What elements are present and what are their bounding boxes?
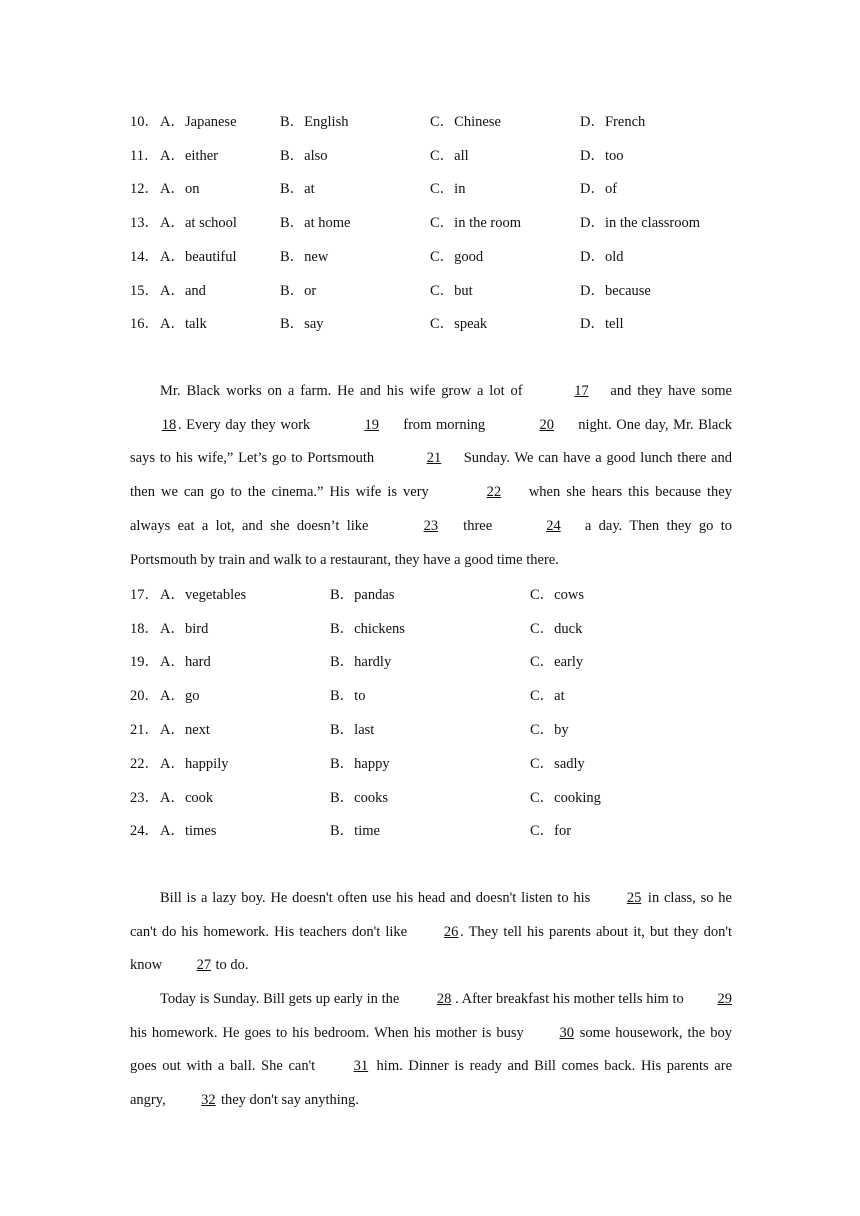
option-a: on	[184, 181, 200, 197]
question-row	[130, 686, 732, 706]
option-a: hard	[184, 654, 211, 670]
passage-text: three	[455, 517, 500, 534]
option-letter: B．	[280, 181, 305, 197]
option-b: or	[304, 283, 317, 299]
question-number: 22．	[130, 756, 159, 772]
option-letter: A．	[160, 587, 185, 603]
option-letter: A．	[160, 316, 185, 332]
question-number: 14．	[130, 249, 159, 265]
blank-19: 19	[364, 416, 379, 433]
option-b: new	[304, 249, 329, 265]
question-row	[130, 619, 732, 639]
question-number: 10．	[130, 114, 159, 130]
blank-25: 25	[626, 890, 642, 906]
question-number: 23．	[130, 790, 159, 806]
question-row	[130, 585, 732, 605]
blank-31: 31	[353, 1058, 369, 1075]
option-letter: B．	[280, 316, 305, 332]
passage-text: when she hears this because they always eat a lot, and she doesn’t like	[130, 484, 732, 534]
option-letter: B．	[280, 114, 305, 130]
option-b: hardly	[354, 654, 392, 670]
question-number: 21．	[130, 722, 159, 738]
passage-text: his homework. He goes to his bedroom. When his mother is busy	[130, 1024, 529, 1041]
option-d: tell	[604, 316, 624, 332]
question-row	[130, 754, 732, 774]
option-letter: C．	[530, 654, 555, 670]
blank-22: 22	[486, 484, 502, 501]
passage-text: from morning	[398, 416, 490, 433]
question-number: 15．	[130, 283, 159, 299]
option-letter: A．	[160, 114, 185, 130]
passage-text: Bill is a lazy boy. He doesn't often use his head and doesn't listen to his	[160, 890, 596, 906]
option-a: times	[184, 823, 217, 839]
option-letter: A．	[160, 181, 185, 197]
option-c: cooking	[554, 790, 601, 806]
option-letter: C．	[430, 316, 455, 332]
option-b: at home	[304, 215, 351, 231]
question-number: 12．	[130, 181, 159, 197]
question-number: 20．	[130, 688, 159, 704]
question-row	[130, 821, 732, 841]
option-c: early	[554, 654, 584, 670]
option-c: speak	[454, 316, 488, 332]
blank-23: 23	[423, 517, 439, 534]
option-letter: A．	[160, 823, 185, 839]
option-a: next	[184, 722, 210, 738]
question-number: 11．	[130, 148, 159, 164]
question-row	[130, 788, 732, 808]
option-c: for	[554, 823, 572, 839]
blank-29: 29	[717, 991, 732, 1007]
option-letter: C．	[530, 790, 555, 806]
option-a: and	[184, 283, 206, 299]
option-letter: C．	[430, 249, 455, 265]
passage-text: Mr. Black works on a farm. He and his wife grow a lot of	[160, 383, 529, 399]
option-letter: C．	[430, 283, 455, 299]
option-a: happily	[184, 756, 229, 772]
option-letter: C．	[430, 181, 455, 197]
blank-24: 24	[546, 517, 561, 534]
question-row	[130, 314, 732, 334]
option-c: duck	[554, 621, 583, 637]
option-d: because	[604, 283, 651, 299]
passage-text: some housework, the boy goes out with a ball. She can't	[130, 1024, 732, 1075]
option-letter: B．	[330, 722, 355, 738]
question-number: 17．	[130, 587, 159, 603]
option-letter: C．	[530, 756, 555, 772]
option-letter: B．	[330, 587, 355, 603]
blank-21: 21	[426, 450, 442, 467]
question-number: 18．	[130, 621, 159, 637]
option-a: Japanese	[184, 114, 237, 130]
option-b: chickens	[354, 621, 405, 637]
question-row	[130, 146, 732, 166]
option-letter: B．	[280, 283, 305, 299]
blank-17: 17	[574, 383, 589, 399]
option-letter: D．	[580, 181, 605, 197]
option-b: to	[354, 688, 366, 704]
question-row	[130, 720, 732, 740]
question-row	[130, 179, 732, 199]
passage-text: a day. Then they go to Portsmouth by train and walk to a restaurant, they have a good time there.	[130, 517, 732, 568]
cloze-passage-mr-black	[130, 375, 732, 577]
question-row	[130, 281, 732, 301]
option-letter: B．	[280, 215, 305, 231]
passage-text: him. Dinner is ready and Bill comes back. His parents are angry,	[130, 1058, 733, 1109]
cloze-passage-bill-p2	[130, 983, 732, 1118]
option-b: English	[304, 114, 349, 130]
option-d: too	[604, 148, 624, 164]
option-d: old	[604, 249, 624, 265]
option-letter: B．	[330, 654, 355, 670]
option-letter: A．	[160, 654, 185, 670]
option-letter: A．	[160, 621, 185, 637]
question-number: 24．	[130, 823, 159, 839]
option-b: happy	[354, 756, 390, 772]
option-c: by	[554, 722, 569, 738]
option-b: say	[304, 316, 324, 332]
option-letter: B．	[280, 148, 305, 164]
blank-30: 30	[559, 1024, 574, 1041]
passage-text: . Every day they work	[178, 416, 315, 433]
option-letter: A．	[160, 283, 185, 299]
option-a: beautiful	[184, 249, 237, 265]
option-letter: C．	[530, 587, 555, 603]
option-letter: D．	[580, 316, 605, 332]
option-letter: C．	[430, 114, 455, 130]
option-d: in the classroom	[604, 215, 701, 231]
question-row	[130, 247, 732, 267]
option-letter: C．	[530, 722, 555, 738]
option-a: go	[184, 688, 200, 704]
option-b: at	[304, 181, 315, 197]
option-letter: C．	[530, 823, 555, 839]
option-letter: A．	[160, 249, 185, 265]
option-c: sadly	[554, 756, 585, 772]
option-letter: D．	[580, 215, 605, 231]
option-c: in the room	[454, 215, 522, 231]
option-letter: A．	[160, 148, 185, 164]
option-a: either	[184, 148, 218, 164]
passage-text: Today is Sunday. Bill gets up early in the	[160, 991, 404, 1007]
option-letter: C．	[430, 148, 455, 164]
option-c: Chinese	[454, 114, 501, 130]
blank-32: 32	[201, 1092, 216, 1109]
blank-28: 28	[436, 991, 452, 1007]
cloze-passage-bill-p1	[130, 882, 732, 983]
option-a: vegetables	[184, 587, 247, 603]
option-letter: D．	[580, 283, 605, 299]
option-b: cooks	[354, 790, 389, 806]
question-row	[130, 213, 732, 233]
passage-text: in class, so he can't do his homework. His teachers don't like	[130, 890, 732, 940]
option-a: at school	[184, 215, 237, 231]
option-letter: C．	[430, 215, 455, 231]
option-d: French	[604, 114, 646, 130]
blank-26: 26	[443, 923, 459, 940]
passage-text: . After breakfast his mother tells him to	[455, 991, 688, 1007]
option-letter: B．	[330, 688, 355, 704]
blank-20: 20	[539, 416, 554, 433]
question-number: 13．	[130, 215, 159, 231]
option-letter: B．	[330, 823, 355, 839]
option-letter: B．	[330, 756, 355, 772]
question-number: 16．	[130, 316, 159, 332]
option-letter: D．	[580, 249, 605, 265]
passage-text: and they have some	[604, 383, 732, 399]
option-c: at	[554, 688, 565, 704]
option-letter: D．	[580, 114, 605, 130]
option-a: cook	[184, 790, 214, 806]
passage-text: . They tell his parents about it, but they don't know	[130, 923, 732, 974]
passage-text: night. One day, Mr. Black says to his wife,” Let’s go to Portsmouth	[130, 416, 733, 467]
option-b: also	[304, 148, 328, 164]
option-letter: A．	[160, 790, 185, 806]
option-letter: A．	[160, 722, 185, 738]
question-row	[130, 652, 732, 672]
option-b: time	[354, 823, 380, 839]
blank-27: 27	[196, 957, 212, 974]
passage-text: Sunday. We can have a good lunch there and then we can go to the cinema.” His wife is very	[130, 450, 732, 501]
question-row	[130, 112, 732, 132]
option-letter: A．	[160, 215, 185, 231]
option-letter: A．	[160, 688, 185, 704]
option-letter: C．	[530, 621, 555, 637]
question-number: 19．	[130, 654, 159, 670]
option-letter: C．	[530, 688, 555, 704]
passage-text: they don't say anything.	[217, 1092, 359, 1109]
option-b: last	[354, 722, 375, 738]
option-c: cows	[554, 587, 584, 603]
option-c: all	[454, 148, 469, 164]
option-letter: B．	[280, 249, 305, 265]
option-c: good	[454, 249, 484, 265]
option-d: of	[604, 181, 618, 197]
option-letter: A．	[160, 756, 185, 772]
option-c: but	[454, 283, 473, 299]
option-letter: D．	[580, 148, 605, 164]
option-letter: B．	[330, 790, 355, 806]
option-b: pandas	[354, 587, 395, 603]
option-letter: B．	[330, 621, 355, 637]
blank-18: 18	[161, 416, 177, 433]
option-a: talk	[184, 316, 207, 332]
option-c: in	[454, 181, 466, 197]
option-a: bird	[184, 621, 209, 637]
passage-text: to do.	[211, 957, 249, 974]
